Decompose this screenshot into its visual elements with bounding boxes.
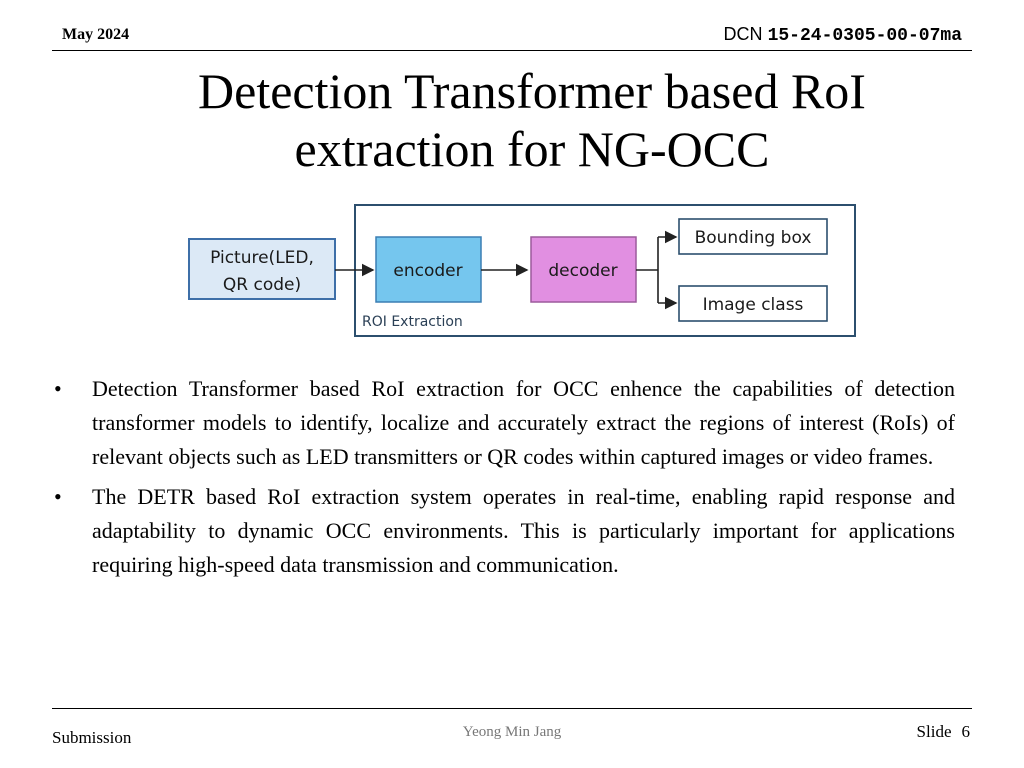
- dcn-number: 15-24-0305-00-07ma: [767, 26, 962, 46]
- bounding-box-label: Bounding box: [694, 228, 812, 248]
- roi-extraction-label: ROI Extraction: [362, 314, 463, 330]
- header-dcn: [724, 24, 962, 46]
- input-label-line-2: QR code): [222, 275, 302, 295]
- bullet-marker: •: [54, 376, 62, 401]
- bullet-text: The DETR based RoI extraction system operates in real-time, enabling rapid response and adaptability to dynamic OCC environments. This is particularly important for applications requiring high-speed data transmission and communication.: [92, 484, 955, 577]
- footer-rule: [52, 708, 972, 709]
- bullet-item: [50, 480, 955, 582]
- encoder-label: encoder: [393, 261, 463, 281]
- bullet-marker: •: [54, 484, 62, 509]
- bounding-box-output: [679, 219, 827, 254]
- bullet-list: [50, 372, 955, 588]
- slide-label: Slide: [916, 722, 952, 741]
- header-rule: [52, 50, 972, 51]
- image-class-output: [679, 286, 827, 321]
- input-label-line-1: Picture(LED,: [210, 248, 314, 268]
- footer-submission: Submission: [52, 728, 132, 747]
- bullet-text: Detection Transformer based RoI extraction for OCC enhence the capabilities of detection transformer models to identify, localize and accurately extract the regions of interest (RoIs) of relevant objects such as LED transmitters or QR codes within captured images or video frames.: [92, 376, 955, 469]
- input-box: [189, 239, 335, 299]
- footer-slide: [917, 722, 970, 742]
- encoder-box: [376, 237, 481, 302]
- decoder-label: decoder: [548, 261, 618, 281]
- dcn-prefix: DCN: [723, 24, 763, 44]
- slide-number: 6: [961, 722, 970, 741]
- footer-author: Yeong Min Jang: [462, 724, 562, 740]
- title-line-2: extraction for NG-OCC: [294, 121, 770, 177]
- decoder-box: [531, 237, 636, 302]
- roi-extraction-diagram: [180, 196, 870, 346]
- image-class-label: Image class: [702, 295, 804, 315]
- slide-title: [0, 62, 1024, 178]
- header-date: May 2024: [62, 26, 130, 43]
- title-line-1: Detection Transformer based RoI: [198, 63, 866, 119]
- bullet-item: [50, 372, 955, 474]
